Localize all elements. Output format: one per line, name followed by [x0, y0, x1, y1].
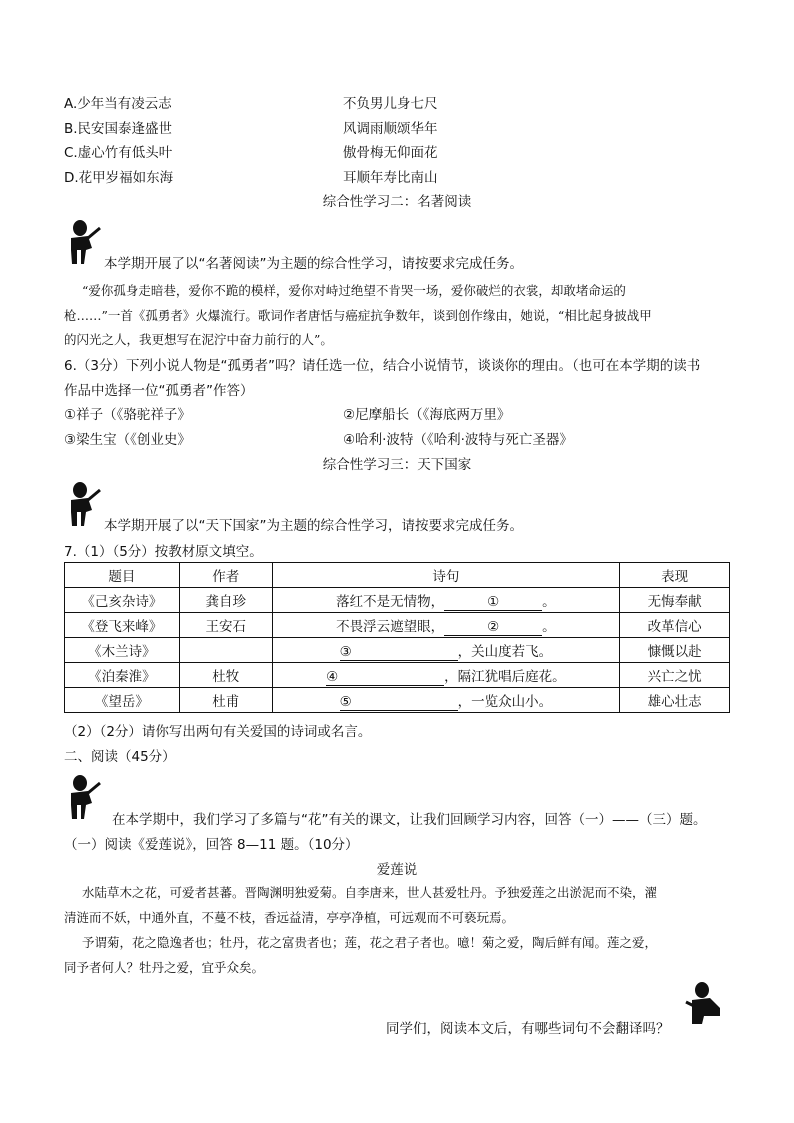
- choice-3: ③梁生宝（《创业史》: [64, 432, 191, 448]
- poem-author: 王安石: [179, 613, 272, 638]
- reading-sub: （一）阅读《爱莲说》，回答 8—11 题。（10分）: [64, 837, 359, 853]
- poem-verse: [272, 688, 620, 713]
- poem-table: [64, 562, 730, 713]
- lyrics-line-1: “爱你孤身走暗巷，爱你不跪的模样，爱你对峙过绝望不肯哭一场，爱你破烂的衣裳，却敢堵命运的: [82, 283, 626, 298]
- option-d-left: D.花甲岁福如东海: [64, 170, 174, 186]
- fill-blank[interactable]: ③: [340, 644, 458, 661]
- poem-theme: 无悔奉献: [620, 588, 730, 613]
- reading-heading: 二、阅读（45分）: [64, 749, 176, 765]
- poem-title: 《木兰诗》: [65, 638, 180, 663]
- section3-intro: 本学期开展了以“天下国家”为主题的综合性学习，请按要求完成任务。: [104, 518, 523, 534]
- q6-line-2: 作品中选择一位“孤勇者”作答）: [64, 383, 254, 399]
- option-a-right: 不负男儿身七尺: [343, 96, 438, 112]
- q7-part1: 7.（1）（5分）按教材原文填空。: [64, 544, 263, 560]
- poem-verse: [272, 638, 620, 663]
- passage-p2-line1: 予谓菊，花之隐逸者也；牡丹，花之富贵者也；莲，花之君子者也。噫！菊之爱，陶后鲜有闻。莲之爱，: [82, 935, 658, 950]
- header-theme: 表现: [620, 563, 730, 588]
- poem-title: 《己亥杂诗》: [65, 588, 180, 613]
- lyrics-line-2: 枪……”一首《孤勇者》火爆流行。歌词作者唐恬与癌症抗争数年，谈到创作缘由，她说，“相比起身披战甲: [64, 308, 652, 323]
- verse-text: ，一览众山小。: [457, 693, 553, 710]
- table-header-row: [65, 563, 730, 588]
- section3-heading: 综合性学习三：天下国家: [322, 457, 472, 473]
- teacher-icon: [66, 220, 104, 266]
- option-a-left: A.少年当有凌云志: [64, 96, 172, 112]
- passage-title: 爱莲说: [376, 862, 418, 878]
- passage-p1-line1: 水陆草木之花，可爱者甚蕃。晋陶渊明独爱菊。自李唐来，世人甚爱牡丹。予独爱莲之出淤泥而不染，濯: [82, 885, 658, 900]
- verse-text: 不畏浮云遮望眼，: [336, 618, 445, 635]
- poem-theme: 兴亡之忧: [620, 663, 730, 688]
- poem-author: 杜甫: [179, 688, 272, 713]
- reading-intro: 在本学期中，我们学习了多篇与“花”有关的课文，让我们回顾学习内容，回答（一）——（三）题。: [112, 812, 707, 828]
- poem-title: 《登飞来峰》: [65, 613, 180, 638]
- verse-text: 。: [542, 593, 556, 610]
- choice-1: ①祥子（《骆驼祥子》: [64, 407, 191, 423]
- table-row: [65, 688, 730, 713]
- poem-verse: [272, 613, 620, 638]
- table-row: [65, 613, 730, 638]
- fill-blank[interactable]: ②: [444, 619, 542, 636]
- passage-p1-line2: 清涟而不妖，中通外直，不蔓不枝，香远益清，亭亭净植，可远观而不可亵玩焉。: [64, 910, 515, 925]
- verse-text: 。: [542, 618, 556, 635]
- section2-heading: 综合性学习二：名著阅读: [322, 194, 472, 210]
- fill-blank[interactable]: ⑤: [340, 694, 458, 711]
- option-c-right: 傲骨梅无仰面花: [343, 145, 438, 161]
- poem-title: 《泊秦淮》: [65, 663, 180, 688]
- option-c-left: C.虚心竹有低头叶: [64, 145, 173, 161]
- poem-theme: 改革信心: [620, 613, 730, 638]
- poem-verse: [272, 588, 620, 613]
- section2-intro: 本学期开展了以“名著阅读”为主题的综合性学习，请按要求完成任务。: [104, 256, 523, 272]
- poem-theme: 慷慨以赴: [620, 638, 730, 663]
- table-row: [65, 638, 730, 663]
- fill-blank[interactable]: ④: [326, 669, 444, 686]
- reading-question: 同学们，阅读本文后，有哪些词句不会翻译吗？: [386, 1021, 670, 1037]
- lyrics-line-3: 的闪光之人，我更想写在泥泞中奋力前行的人”。: [64, 332, 333, 347]
- header-title: 题目: [65, 563, 180, 588]
- q7-part2: （2）（2分）请你写出两句有关爱国的诗词或名言。: [64, 724, 372, 740]
- fill-blank[interactable]: ①: [444, 594, 542, 611]
- passage-p2-line2: 同予者何人？牡丹之爱，宜乎众矣。: [64, 960, 265, 975]
- choice-4: ④哈利·波特（《哈利·波特与死亡圣器》: [343, 432, 573, 448]
- poem-author: 杜牧: [179, 663, 272, 688]
- verse-text: ，关山度若飞。: [457, 643, 553, 660]
- option-d-right: 耳顺年寿比南山: [343, 170, 438, 186]
- poem-author: 龚自珍: [179, 588, 272, 613]
- table-row: [65, 663, 730, 688]
- header-verse: 诗句: [272, 563, 620, 588]
- choice-2: ②尼摩船长（《海底两万里》: [343, 407, 511, 423]
- poem-title: 《望岳》: [65, 688, 180, 713]
- q6-line-1: 6.（3分）下列小说人物是“孤勇者”吗？请任选一位，结合小说情节，谈谈你的理由。（也可在本学期的读书: [64, 358, 701, 374]
- teacher-icon: [684, 982, 724, 1026]
- poem-verse: [272, 663, 620, 688]
- verse-text: 落红不是无情物，: [336, 593, 445, 610]
- table-row: [65, 588, 730, 613]
- poem-author: [179, 638, 272, 663]
- option-b-left: B.民安国泰逢盛世: [64, 121, 173, 137]
- poem-theme: 雄心壮志: [620, 688, 730, 713]
- option-b-right: 风调雨顺颂华年: [343, 121, 438, 137]
- teacher-icon: [66, 482, 104, 528]
- teacher-icon: [66, 775, 104, 821]
- verse-text: ，隔江犹唱后庭花。: [444, 668, 566, 685]
- header-author: 作者: [179, 563, 272, 588]
